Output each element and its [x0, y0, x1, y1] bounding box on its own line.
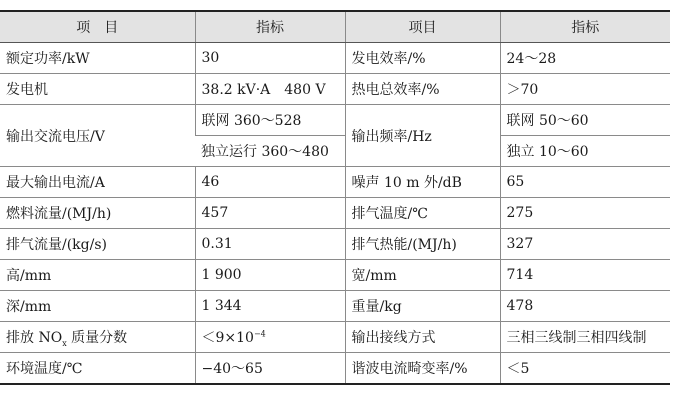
item-value: 联网 360～528	[195, 105, 345, 136]
header-value: 指标	[195, 11, 345, 43]
item-value: 46	[195, 167, 345, 198]
item-value: 457	[195, 198, 345, 229]
table-row	[0, 322, 670, 353]
item-value: 独立 10～60	[500, 136, 670, 167]
header-row	[0, 11, 670, 43]
item-value: 三相三线制三相四线制	[500, 322, 670, 353]
item-name: 输出交流电压/V	[0, 105, 195, 167]
header-value: 指标	[500, 11, 670, 43]
item-value: ＞70	[500, 74, 670, 105]
item-value: ＜5	[500, 353, 670, 385]
table-row	[0, 43, 670, 74]
item-name: 输出频率/Hz	[345, 105, 500, 167]
item-value: 478	[500, 291, 670, 322]
item-value: 275	[500, 198, 670, 229]
item-name-text: 质量分数	[66, 329, 128, 346]
table-row	[0, 229, 670, 260]
header-item: 项目	[345, 11, 500, 43]
table-row	[0, 74, 670, 105]
header-item: 项 目	[0, 11, 195, 43]
item-name: 排气热能/(MJ/h)	[345, 229, 500, 260]
item-name: 噪声 10 m 外/dB	[345, 167, 500, 198]
item-value: 24～28	[500, 43, 670, 74]
superscript: −4	[253, 329, 266, 339]
item-name	[0, 322, 195, 353]
item-value: 1 900	[195, 260, 345, 291]
item-value: 独立运行 360～480	[195, 136, 345, 167]
item-value: 0.31	[195, 229, 345, 260]
table-row	[0, 353, 670, 385]
table-row	[0, 198, 670, 229]
item-name: 额定功率/kW	[0, 43, 195, 74]
item-value	[195, 322, 345, 353]
item-value: 714	[500, 260, 670, 291]
item-name: 输出接线方式	[345, 322, 500, 353]
item-value-text: ＜9×10	[201, 330, 254, 346]
item-name: 高/mm	[0, 260, 195, 291]
item-value: 38.2 kV·A 480 V	[195, 74, 345, 105]
item-name: 最大输出电流/A	[0, 167, 195, 198]
item-name: 热电总效率/%	[345, 74, 500, 105]
item-value: 联网 50～60	[500, 105, 670, 136]
table-row	[0, 105, 670, 136]
item-value: −40～65	[195, 353, 345, 385]
table-row	[0, 260, 670, 291]
subscript: x	[62, 338, 67, 348]
item-name: 燃料流量/(MJ/h)	[0, 198, 195, 229]
spec-table	[0, 10, 670, 385]
item-name: 排气流量/(kg/s)	[0, 229, 195, 260]
item-name: 排气温度/℃	[345, 198, 500, 229]
item-value: 327	[500, 229, 670, 260]
table-row	[0, 291, 670, 322]
item-name: 发电效率/%	[345, 43, 500, 74]
item-name: 深/mm	[0, 291, 195, 322]
item-value: 65	[500, 167, 670, 198]
item-name-text: 排放 NO	[6, 329, 63, 346]
item-value: 30	[195, 43, 345, 74]
item-name: 环境温度/℃	[0, 353, 195, 385]
table-row	[0, 167, 670, 198]
item-name: 宽/mm	[345, 260, 500, 291]
item-value: 1 344	[195, 291, 345, 322]
item-name: 谐波电流畸变率/%	[345, 353, 500, 385]
item-name: 重量/kg	[345, 291, 500, 322]
item-name: 发电机	[0, 74, 195, 105]
